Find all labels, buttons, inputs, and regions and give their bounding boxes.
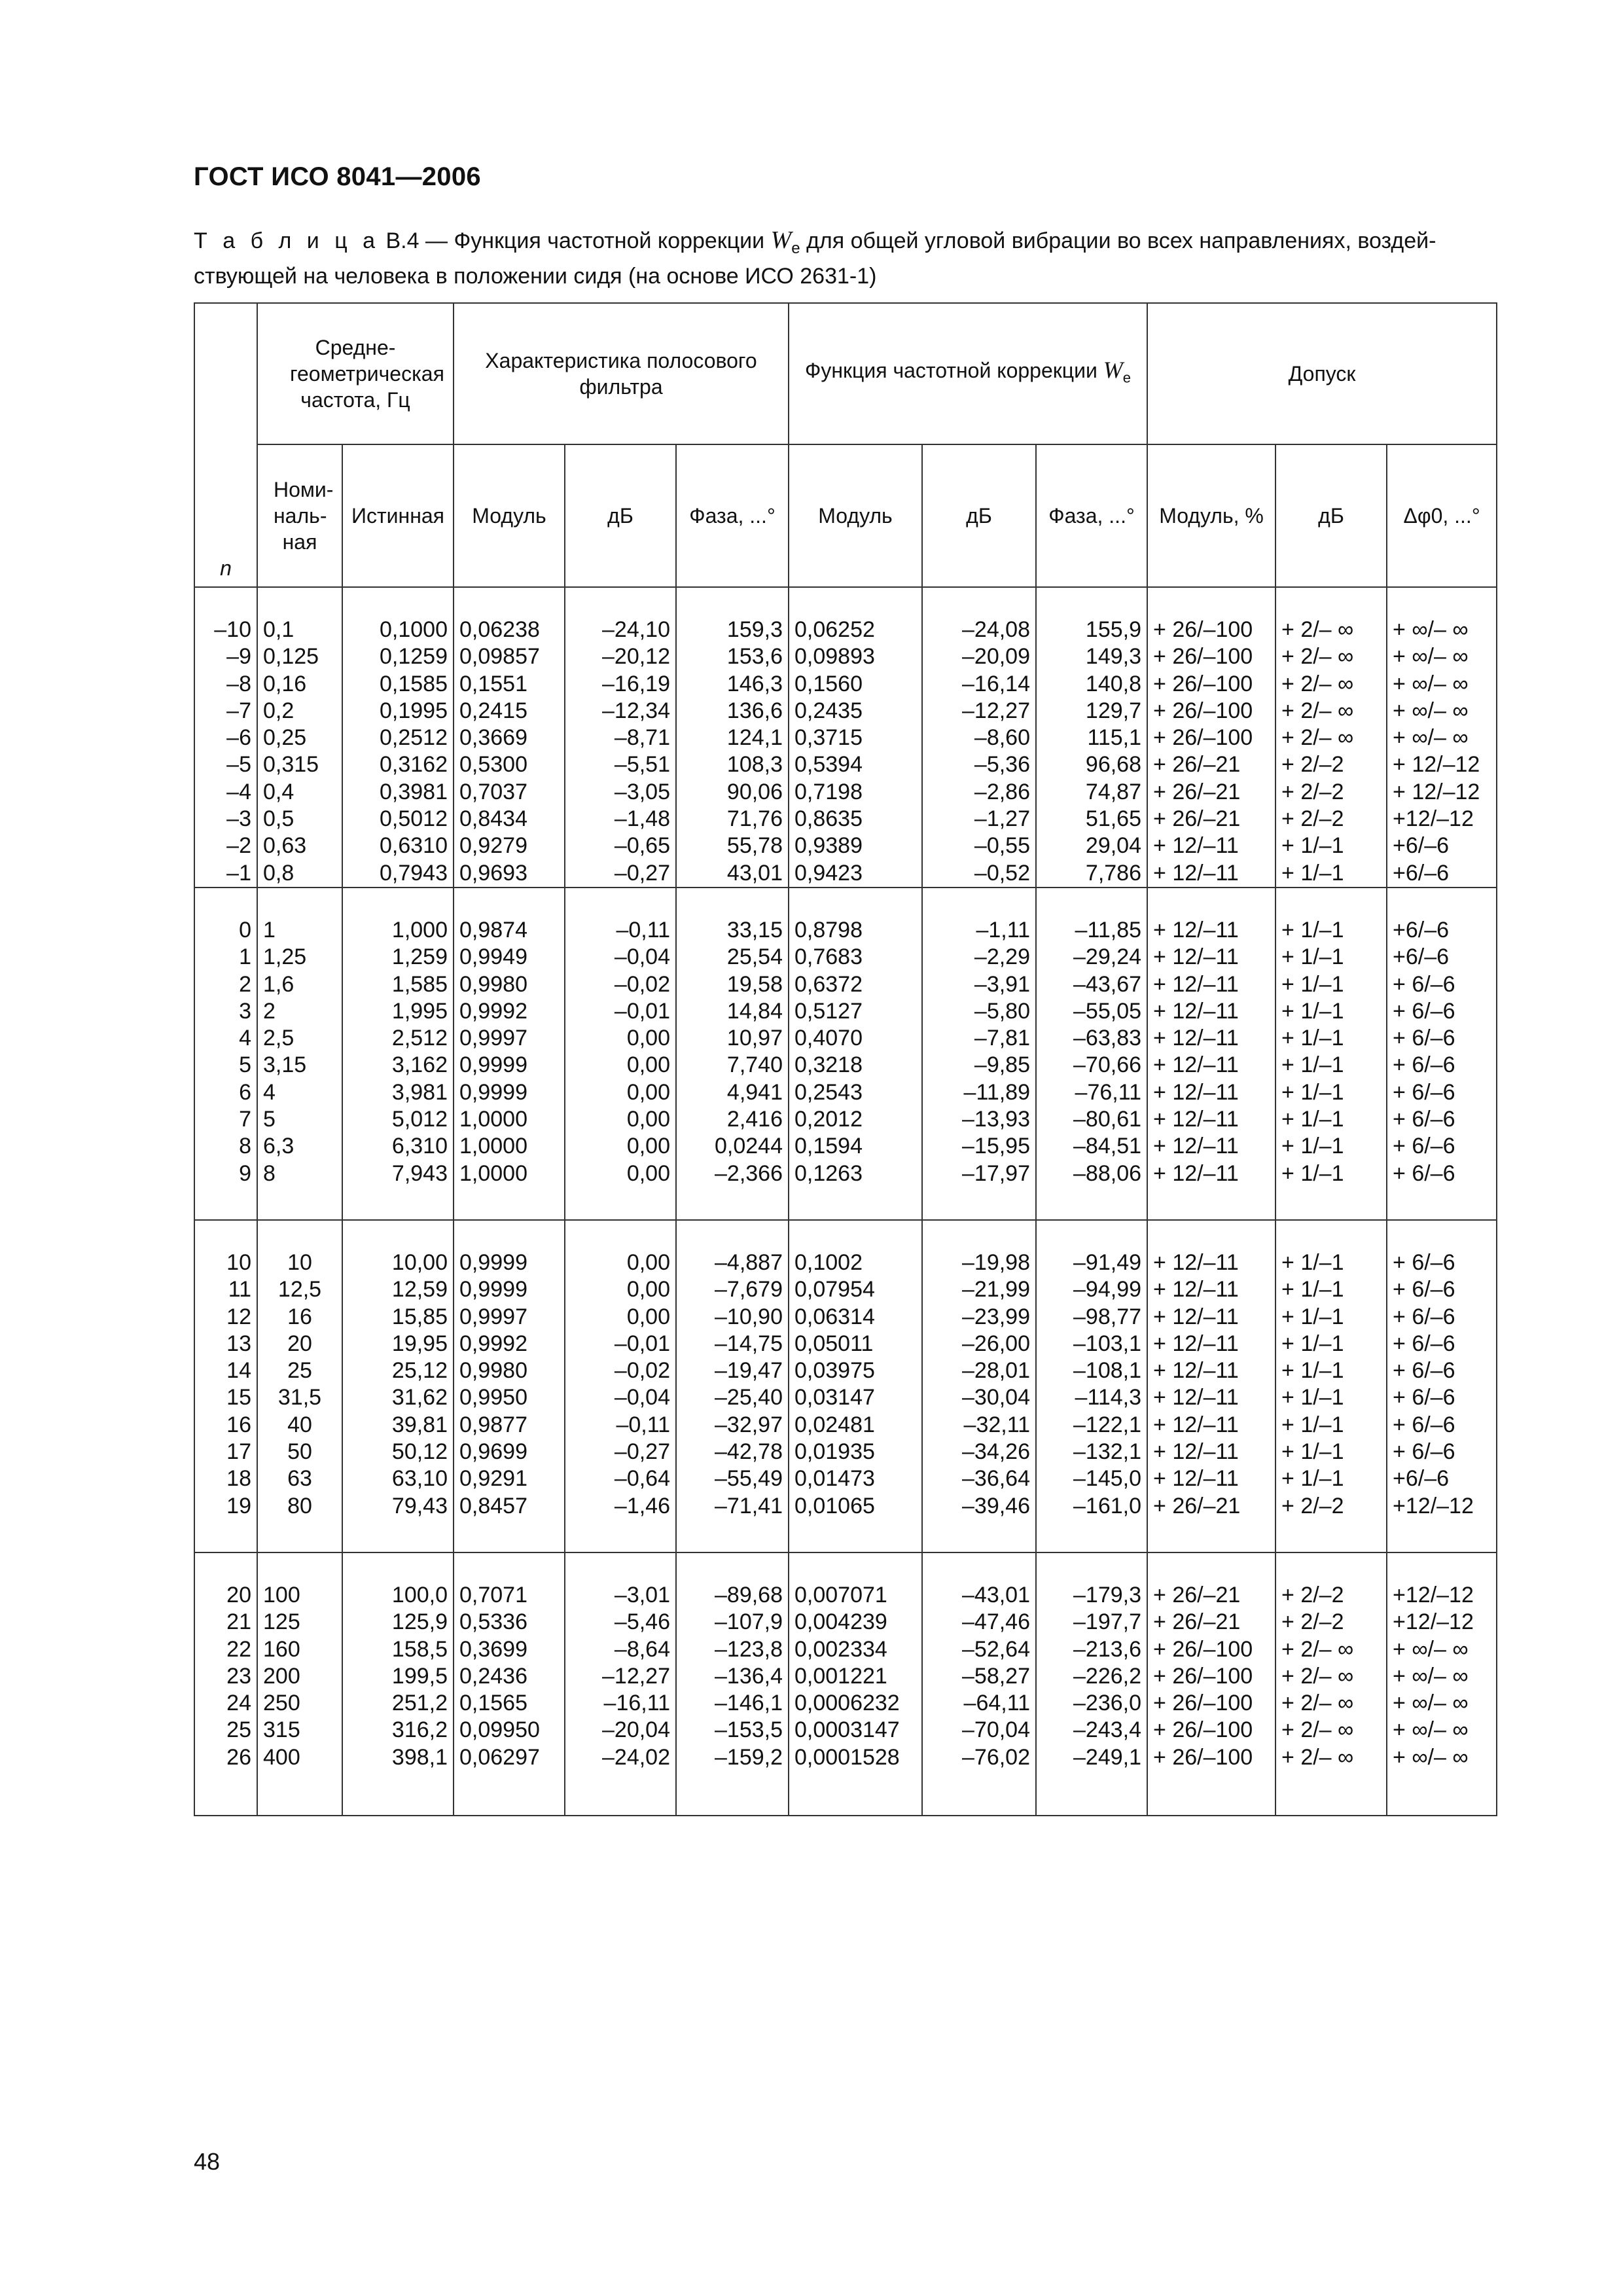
header-tolerance-db: дБ bbox=[1275, 444, 1387, 587]
header-weighting-sub: e bbox=[1122, 369, 1131, 386]
cell-tolerance-db: + 1/–1 + 1/–1 + 1/–1 + 1/–1 + 1/–1 + 1/–1 + 1/–1 + 1/–1 + 1/–1 + 1/–1 bbox=[1275, 888, 1387, 1220]
caption-symbol: W bbox=[770, 226, 792, 254]
cell-tolerance-db: + 2/–2 + 2/–2 + 2/– ∞ + 2/– ∞ + 2/– ∞ + 2/– ∞ + 2/– ∞ bbox=[1275, 1552, 1387, 1816]
header-true: Истинная bbox=[342, 444, 454, 587]
cell-phase: –4,887 –7,679 –10,90 –14,75 –19,47 –25,40 –32,97 –42,78 –55,49 –71,41 bbox=[676, 1220, 789, 1552]
header-nominal-text: Номи-наль-ная bbox=[274, 478, 334, 554]
header-tolerance-modulus: Модуль, % bbox=[1147, 444, 1275, 587]
caption-prefix: Т а б л и ц а bbox=[194, 228, 380, 253]
cell-weighting-phase: 155,9 149,3 140,8 129,7 115,1 96,68 74,87 51,65 29,04 7,786 bbox=[1036, 587, 1147, 888]
cell-tolerance-phase: +6/–6 +6/–6 + 6/–6 + 6/–6 + 6/–6 + 6/–6 + 6/–6 + 6/–6 + 6/–6 + 6/–6 bbox=[1387, 888, 1497, 1220]
weighting-table bbox=[194, 302, 1497, 1816]
cell-n: 10 11 12 13 14 15 16 17 18 19 bbox=[194, 1220, 257, 1552]
cell-weighting-phase: –11,85 –29,24 –43,67 –55,05 –63,83 –70,66 –76,11 –80,61 –84,51 –88,06 bbox=[1036, 888, 1147, 1220]
cell-weighting-db: –43,01 –47,46 –52,64 –58,27 –64,11 –70,04 –76,02 bbox=[922, 1552, 1036, 1816]
caption-number: В.4 bbox=[385, 228, 419, 253]
cell-modulus: 0,06238 0,09857 0,1551 0,2415 0,3669 0,5300 0,7037 0,8434 0,9279 0,9693 bbox=[454, 587, 565, 888]
cell-tolerance-modulus: + 26/–21 + 26/–21 + 26/–100 + 26/–100 + 26/–100 + 26/–100 + 26/–100 bbox=[1147, 1552, 1275, 1816]
cell-tolerance-phase: + ∞/– ∞ + ∞/– ∞ + ∞/– ∞ + ∞/– ∞ + ∞/– ∞ + 12/–12 + 12/–12 +12/–12 +6/–6 +6/–6 bbox=[1387, 587, 1497, 888]
header-modulus: Модуль bbox=[454, 444, 565, 587]
cell-tolerance-db: + 1/–1 + 1/–1 + 1/–1 + 1/–1 + 1/–1 + 1/–1 + 1/–1 + 1/–1 + 1/–1 + 2/–2 bbox=[1275, 1220, 1387, 1552]
cell-phase: 159,3 153,6 146,3 136,6 124,1 108,3 90,06 71,76 55,78 43,01 bbox=[676, 587, 789, 888]
cell-weighting-modulus: 0,1002 0,07954 0,06314 0,05011 0,03975 0,03147 0,02481 0,01935 0,01473 0,01065 bbox=[789, 1220, 922, 1552]
header-weighting-db: дБ bbox=[922, 444, 1036, 587]
cell-tolerance-phase: +12/–12 +12/–12 + ∞/– ∞ + ∞/– ∞ + ∞/– ∞ + ∞/– ∞ + ∞/– ∞ bbox=[1387, 1552, 1497, 1816]
cell-db: –24,10 –20,12 –16,19 –12,34 –8,71 –5,51 –3,05 –1,48 –0,65 –0,27 bbox=[565, 587, 676, 888]
header-weighting-modulus: Модуль bbox=[789, 444, 922, 587]
table-row-group bbox=[194, 1220, 1497, 1552]
header-db: дБ bbox=[565, 444, 676, 587]
header-band-filter-text: Характеристика полосового фильтра bbox=[485, 349, 757, 399]
header-mean-frequency-text: Средне-геометрическая частота, Гц bbox=[290, 336, 444, 412]
cell-phase: 33,15 25,54 19,58 14,84 10,97 7,740 4,941 2,416 0,0244 –2,366 bbox=[676, 888, 789, 1220]
cell-weighting-phase: –179,3 –197,7 –213,6 –226,2 –236,0 –243,4 –249,1 bbox=[1036, 1552, 1147, 1816]
cell-weighting-db: –1,11 –2,29 –3,91 –5,80 –7,81 –9,85 –11,89 –13,93 –15,95 –17,97 bbox=[922, 888, 1036, 1220]
cell-true: 10,00 12,59 15,85 19,95 25,12 31,62 39,81 50,12 63,10 79,43 bbox=[342, 1220, 454, 1552]
cell-nominal: 10 12,5 16 20 25 31,5 40 50 63 80 bbox=[257, 1220, 342, 1552]
cell-db: –3,01 –5,46 –8,64 –12,27 –16,11 –20,04 –24,02 bbox=[565, 1552, 676, 1816]
cell-n: 0 1 2 3 4 5 6 7 8 9 bbox=[194, 888, 257, 1220]
cell-db: 0,00 0,00 0,00 –0,01 –0,02 –0,04 –0,11 –0,27 –0,64 –1,46 bbox=[565, 1220, 676, 1552]
cell-weighting-phase: –91,49 –94,99 –98,77 –103,1 –108,1 –114,3 –122,1 –132,1 –145,0 –161,0 bbox=[1036, 1220, 1147, 1552]
header-tolerance-phase: Δφ0, ...° bbox=[1387, 444, 1497, 587]
cell-weighting-modulus: 0,8798 0,7683 0,6372 0,5127 0,4070 0,3218 0,2543 0,2012 0,1594 0,1263 bbox=[789, 888, 922, 1220]
cell-nominal: 1 1,25 1,6 2 2,5 3,15 4 5 6,3 8 bbox=[257, 888, 342, 1220]
cell-tolerance-db: + 2/– ∞ + 2/– ∞ + 2/– ∞ + 2/– ∞ + 2/– ∞ + 2/–2 + 2/–2 + 2/–2 + 1/–1 + 1/–1 bbox=[1275, 587, 1387, 888]
header-band-filter bbox=[454, 303, 789, 444]
cell-nominal: 0,1 0,125 0,16 0,2 0,25 0,315 0,4 0,5 0,63 0,8 bbox=[257, 587, 342, 888]
cell-tolerance-modulus: + 12/–11 + 12/–11 + 12/–11 + 12/–11 + 12/–11 + 12/–11 + 12/–11 + 12/–11 + 12/–11 + 26/–21 bbox=[1147, 1220, 1275, 1552]
header-weighting-symbol: W bbox=[1103, 356, 1123, 383]
cell-weighting-modulus: 0,06252 0,09893 0,1560 0,2435 0,3715 0,5394 0,7198 0,8635 0,9389 0,9423 bbox=[789, 587, 922, 888]
header-weighting-phase: Фаза, ...° bbox=[1036, 444, 1147, 587]
cell-tolerance-modulus: + 26/–100 + 26/–100 + 26/–100 + 26/–100 + 26/–100 + 26/–21 + 26/–21 + 26/–21 + 12/–11 + 12/–11 bbox=[1147, 587, 1275, 888]
cell-weighting-modulus: 0,007071 0,004239 0,002334 0,001221 0,0006232 0,0003147 0,0001528 bbox=[789, 1552, 922, 1816]
cell-tolerance-modulus: + 12/–11 + 12/–11 + 12/–11 + 12/–11 + 12/–11 + 12/–11 + 12/–11 + 12/–11 + 12/–11 + 12/–11 bbox=[1147, 888, 1275, 1220]
cell-modulus: 0,9874 0,9949 0,9980 0,9992 0,9997 0,9999 0,9999 1,0000 1,0000 1,0000 bbox=[454, 888, 565, 1220]
header-n: n bbox=[194, 303, 257, 587]
header-weighting-function bbox=[789, 303, 1147, 444]
cell-phase: –89,68 –107,9 –123,8 –136,4 –146,1 –153,5 –159,2 bbox=[676, 1552, 789, 1816]
document-header: ГОСТ ИСО 8041—2006 bbox=[194, 162, 481, 191]
table-caption bbox=[194, 226, 1529, 290]
caption-symbol-sub: e bbox=[791, 239, 800, 257]
page-number: 48 bbox=[194, 2148, 221, 2175]
table-row-group bbox=[194, 1552, 1497, 1816]
caption-text-before: — Функция частотной коррекции bbox=[419, 228, 771, 253]
caption-text-after: для общей угловой вибрации во всех направлениях, воздей-ствующей на человека в положении сидя (на основе ИСО 2631-1) bbox=[194, 228, 1436, 289]
cell-modulus: 0,7071 0,5336 0,3699 0,2436 0,1565 0,09950 0,06297 bbox=[454, 1552, 565, 1816]
header-nominal bbox=[257, 444, 342, 587]
cell-true: 100,0 125,9 158,5 199,5 251,2 316,2 398,1 bbox=[342, 1552, 454, 1816]
cell-true: 1,000 1,259 1,585 1,995 2,512 3,162 3,981 5,012 6,310 7,943 bbox=[342, 888, 454, 1220]
header-tolerance: Допуск bbox=[1147, 303, 1497, 444]
cell-db: –0,11 –0,04 –0,02 –0,01 0,00 0,00 0,00 0,00 0,00 0,00 bbox=[565, 888, 676, 1220]
cell-weighting-db: –24,08 –20,09 –16,14 –12,27 –8,60 –5,36 –2,86 –1,27 –0,55 –0,52 bbox=[922, 587, 1036, 888]
cell-true: 0,1000 0,1259 0,1585 0,1995 0,2512 0,3162 0,3981 0,5012 0,6310 0,7943 bbox=[342, 587, 454, 888]
table-row-group bbox=[194, 888, 1497, 1220]
cell-tolerance-phase: + 6/–6 + 6/–6 + 6/–6 + 6/–6 + 6/–6 + 6/–6 + 6/–6 + 6/–6 +6/–6 +12/–12 bbox=[1387, 1220, 1497, 1552]
cell-n: –10 –9 –8 –7 –6 –5 –4 –3 –2 –1 bbox=[194, 587, 257, 888]
table-row-group bbox=[194, 587, 1497, 888]
header-mean-frequency bbox=[257, 303, 454, 444]
cell-nominal: 100 125 160 200 250 315 400 bbox=[257, 1552, 342, 1816]
header-phase: Фаза, ...° bbox=[676, 444, 789, 587]
header-weighting-text: Функция частотной коррекции bbox=[805, 358, 1103, 382]
cell-modulus: 0,9999 0,9999 0,9997 0,9992 0,9980 0,9950 0,9877 0,9699 0,9291 0,8457 bbox=[454, 1220, 565, 1552]
cell-n: 20 21 22 23 24 25 26 bbox=[194, 1552, 257, 1816]
cell-weighting-db: –19,98 –21,99 –23,99 –26,00 –28,01 –30,04 –32,11 –34,26 –36,64 –39,46 bbox=[922, 1220, 1036, 1552]
